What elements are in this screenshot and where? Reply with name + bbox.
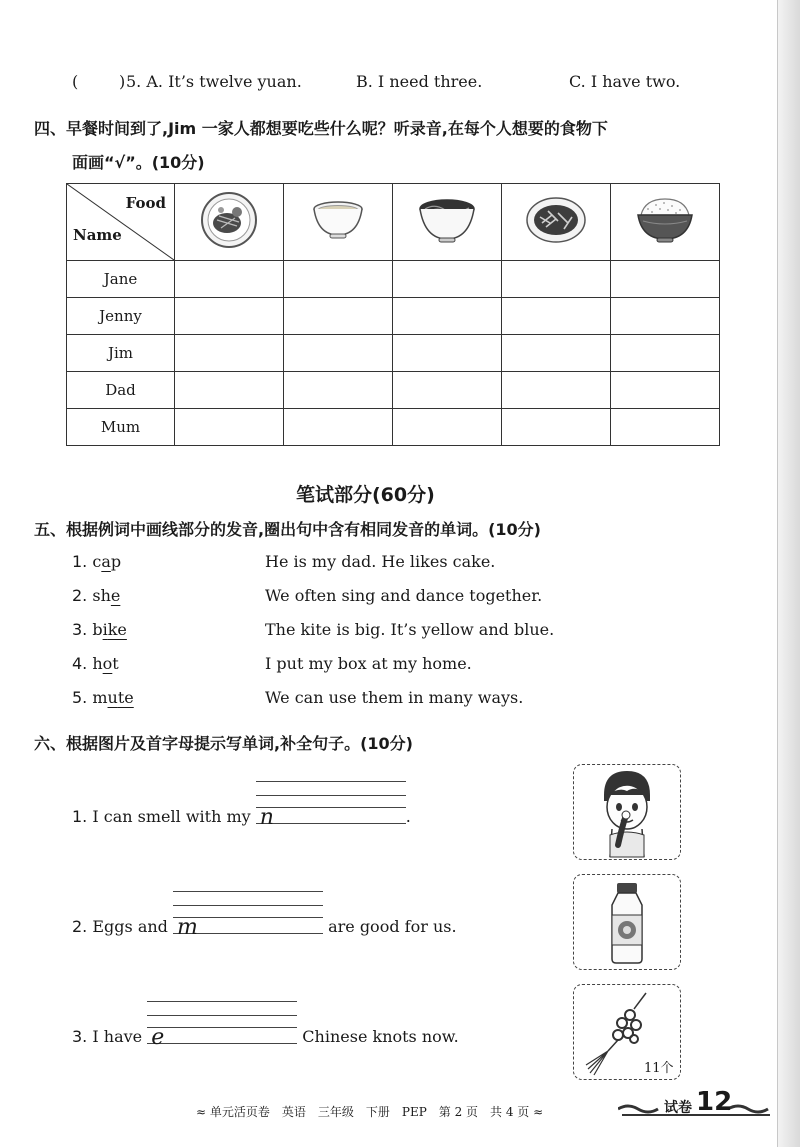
part5-sentence-2: We often sing and dance together. <box>265 586 543 605</box>
answer-cell[interactable] <box>175 261 284 298</box>
answer-cell[interactable] <box>284 335 393 372</box>
page-footer: ≈ 单元活页卷 英语 三年级 下册 PEP 第 2 页 共 4 页 ≈ <box>196 1105 544 1119</box>
part5-sentence-3: The kite is big. It’s yellow and blue. <box>265 620 555 639</box>
part5-sentence-4: I put my box at my home. <box>265 654 472 673</box>
answer-cell[interactable] <box>502 261 611 298</box>
answer-blank-1[interactable] <box>256 803 406 828</box>
answer-cell[interactable] <box>393 372 502 409</box>
answer-cell[interactable] <box>502 335 611 372</box>
answer-cell[interactable] <box>393 298 502 335</box>
boy-smelling-picture <box>573 764 681 860</box>
answer-cell[interactable] <box>502 372 611 409</box>
hint-letter-m: m <box>176 915 198 940</box>
row-name: Dad <box>67 372 175 409</box>
paper-number-badge <box>618 1087 778 1123</box>
answer-cell[interactable] <box>175 335 284 372</box>
part5-word-1: 1. cap <box>72 552 122 571</box>
answer-cell[interactable] <box>611 335 720 372</box>
table-corner-header <box>67 184 175 261</box>
vegetables-icon <box>502 184 611 261</box>
noodles-icon <box>393 184 502 261</box>
answer-cell[interactable] <box>393 409 502 446</box>
steak-icon <box>175 184 284 261</box>
badge-label: 试卷 <box>664 1100 692 1116</box>
part5-word-3: 3. bike <box>72 620 127 639</box>
part5-sentence-5: We can use them in many ways. <box>265 688 524 707</box>
written-section-title: 笔试部分(60分) <box>296 484 435 506</box>
answer-cell[interactable] <box>175 372 284 409</box>
page-edge <box>777 0 800 1147</box>
part4-title-line1: 四、早餐时间到了,Jim 一家人都想要吃些什么呢？听录音,在每个人想要的食物下 <box>34 119 608 138</box>
hint-letter-n: n <box>259 805 274 830</box>
answer-paren-close: ) <box>119 72 126 91</box>
answer-blank-2[interactable] <box>173 913 323 938</box>
answer-cell[interactable] <box>284 372 393 409</box>
table-row <box>67 261 720 298</box>
rice-bowl-icon <box>611 184 720 261</box>
q5-option-a: 5. A. It’s twelve yuan. <box>126 72 302 91</box>
part6-sentence-2: 2. Eggs and m are good for us. <box>72 913 457 938</box>
part6-sentence-1: 1. I can smell with my n . <box>72 803 411 828</box>
answer-cell[interactable] <box>611 409 720 446</box>
part5-word-5: 5. mute <box>72 688 134 707</box>
answer-cell[interactable] <box>502 298 611 335</box>
answer-cell[interactable] <box>611 372 720 409</box>
part5-word-4: 4. hot <box>72 654 119 673</box>
table-row <box>67 298 720 335</box>
part4-title-line2: 面画“√”。(10分) <box>72 153 205 172</box>
answer-cell[interactable] <box>175 409 284 446</box>
part5-sentence-1: He is my dad. He likes cake. <box>265 552 496 571</box>
row-name: Jenny <box>67 298 175 335</box>
hint-letter-e: e <box>151 1025 165 1050</box>
food-table <box>66 183 720 446</box>
answer-cell[interactable] <box>284 409 393 446</box>
row-name: Mum <box>67 409 175 446</box>
table-row <box>67 335 720 372</box>
row-name: Jane <box>67 261 175 298</box>
part5-title: 五、根据例词中画线部分的发音,圈出句中含有相同发音的单词。(10分) <box>34 520 541 539</box>
name-header-label: Name <box>73 226 122 244</box>
part6-title: 六、根据图片及首字母提示写单词,补全句子。(10分) <box>34 734 413 753</box>
answer-cell[interactable] <box>393 335 502 372</box>
soup-bowl-icon <box>284 184 393 261</box>
row-name: Jim <box>67 335 175 372</box>
chinese-knot-picture <box>573 984 681 1080</box>
answer-cell[interactable] <box>284 298 393 335</box>
answer-cell[interactable] <box>611 261 720 298</box>
answer-cell[interactable] <box>502 409 611 446</box>
part6-sentence-3: 3. I have e Chinese knots now. <box>72 1023 459 1048</box>
table-row <box>67 409 720 446</box>
answer-cell[interactable] <box>393 261 502 298</box>
part5-word-2: 2. she <box>72 586 121 605</box>
badge-number: 12 <box>696 1087 733 1117</box>
q5-option-c: C. I have two. <box>569 72 681 91</box>
answer-paren-open: ( <box>72 72 79 91</box>
answer-cell[interactable] <box>611 298 720 335</box>
answer-blank-3[interactable] <box>147 1023 297 1048</box>
food-header-label: Food <box>125 194 166 212</box>
answer-cell[interactable] <box>284 261 393 298</box>
knot-count-label: 11个 <box>644 1061 674 1076</box>
table-row <box>67 372 720 409</box>
milk-bottle-picture <box>573 874 681 970</box>
q5-option-b: B. I need three. <box>356 72 483 91</box>
answer-cell[interactable] <box>175 298 284 335</box>
